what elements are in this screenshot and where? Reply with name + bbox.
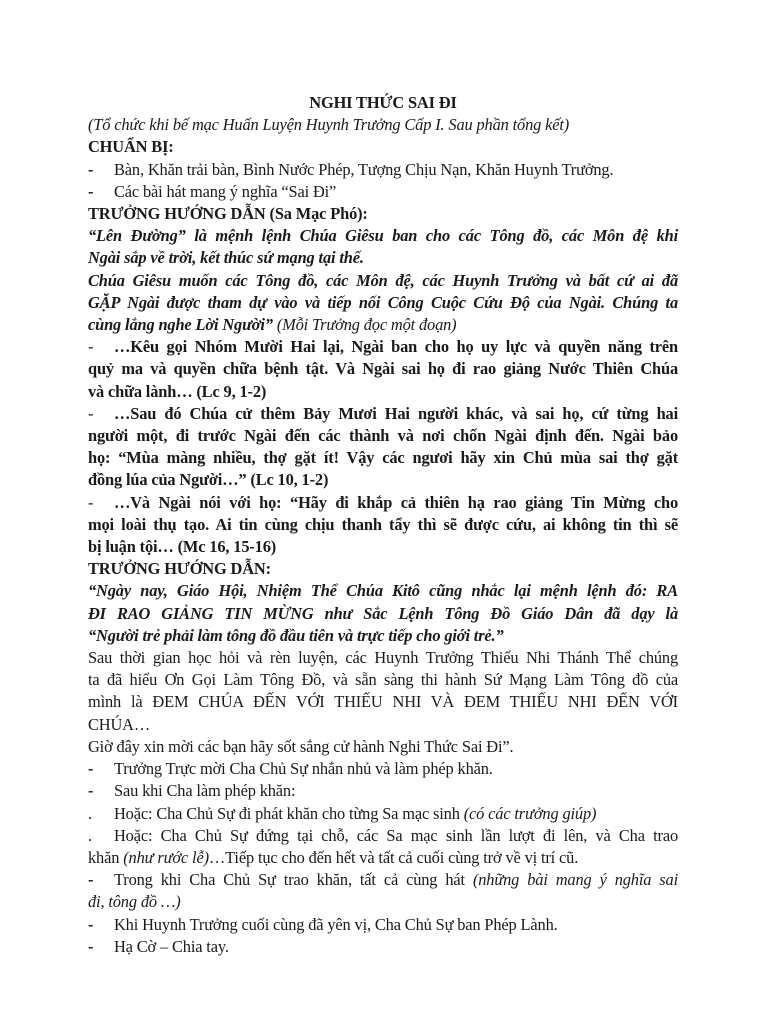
step-item: . Hoặc: Cha Chủ Sự đứng tại chỗ, các Sa mạc sinh lần lượt đi lên, và Cha trao: [88, 825, 678, 845]
chuan-bi-item: - Các bài hát mang ý nghĩa “Sai Đi”: [88, 181, 337, 201]
reading-line: bị luận tội… (Mc 16, 15-16): [88, 537, 277, 557]
step-item: - Trưởng Trực mời Cha Chủ Sự nhắn nhủ và làm phép khăn.: [88, 759, 493, 779]
body-line: ta đã hiểu Ơn Gọi Làm Tông Đồ, và sẵn sàng thi hành Sứ Mạng Làm Tông đồ của: [88, 670, 678, 690]
step-item: - Hạ Cờ – Chia tay.: [88, 936, 229, 956]
body-line: mình là ĐEM CHÚA ĐẾN VỚI THIẾU NHI VÀ ĐEM THIẾU NHI ĐẾN VỚI: [88, 692, 678, 712]
step-item-continued: đi, tông đồ …): [88, 892, 181, 912]
reading-line: đồng lúa của Người…” (Lc 10, 1-2): [88, 470, 329, 490]
quote-line: ĐI RAO GIẢNG TIN MỪNG như Sắc Lệnh Tông Đồ Giáo Dân đã dạy là: [88, 603, 678, 623]
step-item: - Khi Huynh Trưởng cuối cùng đã yên vị, Cha Chủ Sự ban Phép Lành.: [88, 914, 558, 934]
step-item: . Hoặc: Cha Chủ Sự đi phát khăn cho từng Sa mạc sinh (có các trưởng giúp): [88, 803, 597, 823]
step-item: - Sau khi Cha làm phép khăn:: [88, 781, 296, 801]
document-page: [88, 92, 688, 958]
body-line: CHÚA…: [88, 714, 151, 734]
step-item-continued: khăn (như rước lễ)…Tiếp tục cho đến hết và tất cả cuối cùng trở về vị trí cũ.: [88, 847, 579, 867]
reading-line: người một, đi trước Ngài đến các thành và nơi chốn Ngài định đến. Ngài bảo: [88, 426, 678, 446]
intro-line: Chúa Giêsu muốn các Tông đồ, các Môn đệ, các Huynh Trưởng và bất cứ ai đã: [88, 270, 678, 290]
document-title: NGHI THỨC SAI ĐI: [309, 93, 457, 112]
reading-line: - …Sau đó Chúa cử thêm Bảy Mươi Hai người khác, và sai họ, cứ từng hai: [88, 403, 678, 423]
truong-huong-dan-heading: TRƯỞNG HƯỚNG DẪN:: [88, 559, 271, 579]
reading-line: - …Và Ngài nói với họ: “Hãy đi khắp cả thiên hạ rao giảng Tin Mừng cho: [88, 492, 678, 512]
quote-line: “Ngày nay, Giáo Hội, Nhiệm Thể Chúa Kitô cũng nhắc lại mệnh lệnh đó: RA: [88, 581, 678, 601]
document-subtitle: (Tổ chức khi bế mạc Huấn Luyện Huynh Trưởng Cấp I. Sau phần tổng kết): [88, 115, 570, 135]
step-item: - Trong khi Cha Chủ Sự trao khăn, tất cả cùng hát (những bài mang ý nghĩa sai: [88, 870, 678, 890]
chuan-bi-heading: CHUẨN BỊ:: [88, 137, 174, 157]
intro-line: cùng lắng nghe Lời Người” (Mỗi Trưởng đọc một đoạn): [88, 315, 457, 335]
body-line: Sau thời gian học hỏi và rèn luyện, các Huynh Trưởng Thiếu Nhi Thánh Thể chúng: [88, 648, 678, 668]
intro-line: GẶP Ngài được tham dự vào và tiếp nối Công Cuộc Cứu Độ của Ngài. Chúng ta: [88, 292, 678, 312]
intro-line: Ngài sắp về trời, kết thúc sứ mạng tại thế.: [88, 248, 364, 268]
reading-line: họ: “Mùa màng nhiều, thợ gặt ít! Vậy các ngươi hãy xin Chủ mùa sai thợ gặt: [88, 448, 678, 468]
quote-line: “Người trẻ phải làm tông đồ đầu tiên và trực tiếp cho giới trẻ.”: [88, 625, 504, 645]
truong-huong-dan-heading: TRƯỞNG HƯỚNG DẪN (Sa Mạc Phó):: [88, 204, 368, 224]
reading-line: - …Kêu gọi Nhóm Mười Hai lại, Ngài ban cho họ uy lực và quyền năng trên: [88, 337, 678, 357]
intro-line: “Lên Đường” là mệnh lệnh Chúa Giêsu ban cho các Tông đồ, các Môn đệ khi: [88, 226, 678, 246]
reading-line: và chữa lành… (Lc 9, 1-2): [88, 381, 267, 401]
reading-note: (Mỗi Trưởng đọc một đoạn): [276, 315, 457, 335]
body-line: Giờ đây xin mời các bạn hãy sốt sắng cử hành Nghi Thức Sai Đi”.: [88, 736, 514, 756]
reading-line: mọi loài thụ tạo. Ai tin cùng chịu thanh tẩy thì sẽ được cứu, ai không tin thì sẽ: [88, 514, 678, 534]
chuan-bi-item: - Bàn, Khăn trải bàn, Bình Nước Phép, Tượng Chịu Nạn, Khăn Huynh Trưởng.: [88, 159, 614, 179]
reading-line: quỷ ma và quyền chữa bệnh tật. Và Ngài sai họ đi rao giảng Nước Thiên Chúa: [88, 359, 678, 379]
